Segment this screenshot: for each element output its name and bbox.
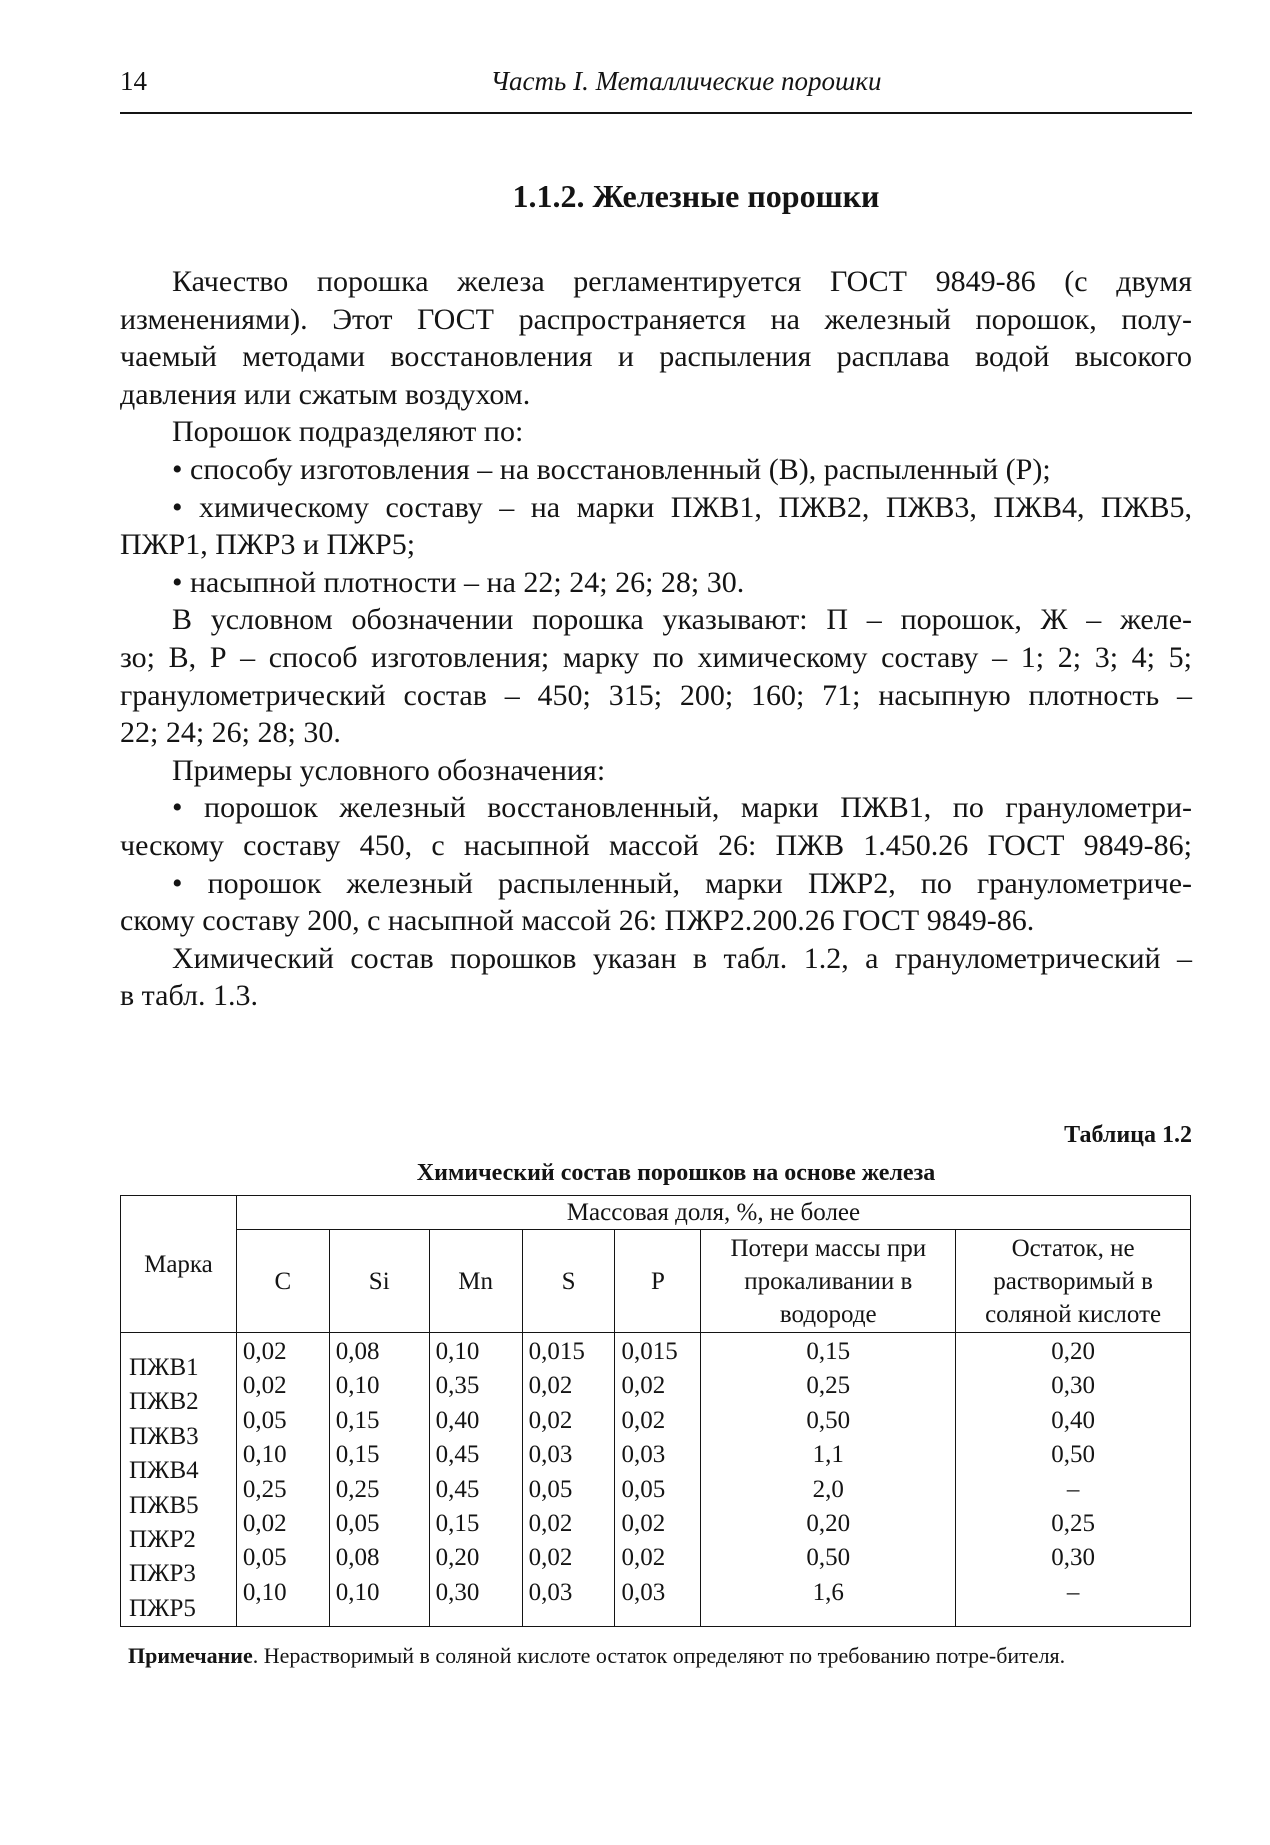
value-cell: 0,02 [242, 1338, 287, 1365]
value-cell: 0,10 [335, 1372, 380, 1400]
value-cell: 0,35 [435, 1372, 480, 1400]
grade-cell: ПЖВ4 [129, 1457, 199, 1485]
value-cell: 0,20 [435, 1544, 480, 1572]
value-cell: 0,40 [435, 1406, 480, 1434]
text-line: в табл. 1.3. [120, 979, 258, 1013]
value-cell: 0,03 [621, 1578, 666, 1606]
value-cell: 0,02 [242, 1509, 287, 1537]
grades-column [121, 1333, 237, 1627]
value-cell: 0,08 [335, 1338, 380, 1365]
value-cell: 0,02 [242, 1372, 287, 1400]
section-title: 1.1.2. Железные порошки [512, 178, 880, 214]
value-cell: 0,05 [621, 1475, 666, 1503]
header-loss: Потери массы при прокаливании в водороде [701, 1230, 956, 1333]
value-cell: 0,015 [621, 1338, 678, 1365]
text-line: изменениями). Этот ГОСТ распространяется на железный порошок, полу- [120, 302, 1192, 336]
table-caption: Химический состав порошков на основе железа [416, 1160, 936, 1186]
header-mn: Mn [429, 1230, 522, 1333]
grade-cell: ПЖР2 [129, 1525, 196, 1553]
value-cell: 0,20 [806, 1509, 851, 1537]
value-cell: 0,50 [806, 1544, 851, 1572]
text-line: чаемый методами восстановления и распыления расплава водой высокого [120, 340, 1192, 374]
value-cell: 0,03 [621, 1441, 666, 1469]
value-cell: 0,30 [435, 1578, 480, 1606]
value-cell: 0,25 [806, 1372, 851, 1400]
value-cell: 0,05 [242, 1406, 287, 1434]
value-cell: 0,08 [335, 1544, 380, 1572]
value-cell: 0,15 [335, 1406, 380, 1434]
grade-cell: ПЖВ2 [129, 1388, 199, 1416]
value-cell: 0,03 [528, 1441, 573, 1469]
residue-column [956, 1333, 1191, 1627]
value-cell: 0,03 [528, 1578, 573, 1606]
value-cell: 0,15 [335, 1441, 380, 1469]
list-item: • химическому составу – на марки ПЖВ1, ПЖВ2, ПЖВ3, ПЖВ4, ПЖВ5, [172, 490, 1192, 524]
value-cell: 0,05 [335, 1509, 380, 1537]
loss-column [701, 1333, 956, 1627]
value-cell: 0,20 [1051, 1338, 1095, 1365]
header-si: Si [329, 1230, 429, 1333]
value-cell: 0,50 [1051, 1441, 1095, 1469]
s-column [522, 1333, 615, 1627]
value-cell: 0,02 [528, 1406, 573, 1434]
value-cell: 0,05 [242, 1544, 287, 1572]
text-line: ческому составу 450, с насыпной массой 26: ПЖВ 1.450.26 ГОСТ 9849-86; [120, 828, 1192, 862]
value-cell: 0,30 [1051, 1544, 1095, 1572]
value-cell: 0,05 [528, 1475, 573, 1503]
text-line: В условном обозначении порошка указывают: П – порошок, Ж – желе- [172, 603, 1192, 637]
value-cell: 2,0 [812, 1475, 844, 1503]
value-cell: 0,10 [435, 1338, 480, 1365]
list-item: • порошок железный восстановленный, марки ПЖВ1, по гранулометри- [172, 791, 1192, 825]
note-text: . Нерастворимый в соляной кислоте остаток определяют по требованию потре-бителя. [252, 1643, 1066, 1668]
value-cell: 0,10 [242, 1578, 287, 1606]
grade-cell: ПЖР3 [129, 1560, 196, 1588]
grade-cell: ПЖВ5 [129, 1491, 199, 1519]
value-cell: 0,02 [528, 1509, 573, 1537]
header-residue: Остаток, не растворимый в соляной кислоте [956, 1230, 1191, 1333]
value-cell: 0,10 [242, 1441, 287, 1469]
text-line: Химический состав порошков указан в табл. 1.2, а гранулометрический – [172, 941, 1192, 975]
value-cell: 0,45 [435, 1441, 480, 1469]
value-cell: 1,6 [812, 1578, 844, 1606]
value-cell: 0,02 [621, 1372, 666, 1400]
page-number: 14 [120, 66, 147, 96]
text-line: гранулометрический состав – 450; 315; 200; 160; 71; насыпную плотность – [120, 678, 1192, 712]
text-line: зо; В, Р – способ изготовления; марку по химическому составу – 1; 2; 3; 4; 5; [120, 640, 1192, 674]
value-cell: 0,015 [528, 1338, 585, 1365]
value-cell: 0,02 [621, 1509, 666, 1537]
value-cell: 0,50 [806, 1406, 851, 1434]
value-cell: 0,02 [528, 1544, 573, 1572]
value-cell: 0,15 [435, 1509, 480, 1537]
header-c: C [236, 1230, 329, 1333]
text-line: давления или сжатым воздухом. [120, 377, 531, 411]
list-item: • порошок железный распыленный, марки ПЖР2, по гранулометриче- [172, 866, 1192, 900]
text-line: Примеры условного обозначения: [172, 753, 606, 787]
value-cell: 0,25 [1051, 1509, 1095, 1537]
value-cell: 0,45 [435, 1475, 480, 1503]
list-item: • способу изготовления – на восстановленный (В), распыленный (Р); [172, 452, 1051, 486]
value-cell: – [1066, 1578, 1080, 1606]
text-line: скому составу 200, с насыпной массой 26: ПЖР2.200.26 ГОСТ 9849-86. [120, 904, 1035, 938]
value-cell: 0,10 [335, 1578, 380, 1606]
header-grade: Марка [121, 1196, 237, 1333]
value-cell: 0,02 [528, 1372, 573, 1400]
chemical-composition-table [120, 1195, 1191, 1627]
list-item: • насыпной плотности – на 22; 24; 26; 28; 30. [172, 565, 745, 599]
value-cell: 0,25 [242, 1475, 287, 1503]
page-header [120, 66, 1192, 114]
value-cell: 0,25 [335, 1475, 380, 1503]
note-label: Примечание [128, 1643, 253, 1668]
header-p: P [615, 1230, 701, 1333]
value-cell: 0,40 [1051, 1406, 1095, 1434]
value-cell: 0,02 [621, 1406, 666, 1434]
value-cell: 0,15 [806, 1338, 851, 1365]
grade-cell: ПЖВ1 [129, 1354, 199, 1381]
text-line: Качество порошка железа регламентируется ГОСТ 9849-86 (с двумя [172, 265, 1192, 298]
text-line: ПЖР1, ПЖР3 и ПЖР5; [120, 528, 416, 562]
value-cell: – [1066, 1475, 1080, 1503]
si-column [329, 1333, 429, 1627]
grade-cell: ПЖВ3 [129, 1422, 199, 1450]
c-column [236, 1333, 329, 1627]
header-s: S [522, 1230, 615, 1333]
header-mass-fraction: Массовая доля, %, не более [236, 1196, 1190, 1230]
table-label: Таблица 1.2 [1064, 1122, 1192, 1148]
grade-cell: ПЖР5 [129, 1594, 196, 1622]
body-text [120, 263, 1192, 1015]
p-column [615, 1333, 701, 1627]
value-cell: 1,1 [812, 1441, 844, 1469]
text-line: Порошок подразделяют по: [172, 415, 524, 449]
value-cell: 0,30 [1051, 1372, 1095, 1400]
value-cell: 0,02 [621, 1544, 666, 1572]
table-note [128, 1640, 1188, 1672]
running-title: Часть I. Металлические порошки [490, 66, 882, 96]
mn-column [429, 1333, 522, 1627]
text-line: 22; 24; 26; 28; 30. [120, 716, 341, 750]
